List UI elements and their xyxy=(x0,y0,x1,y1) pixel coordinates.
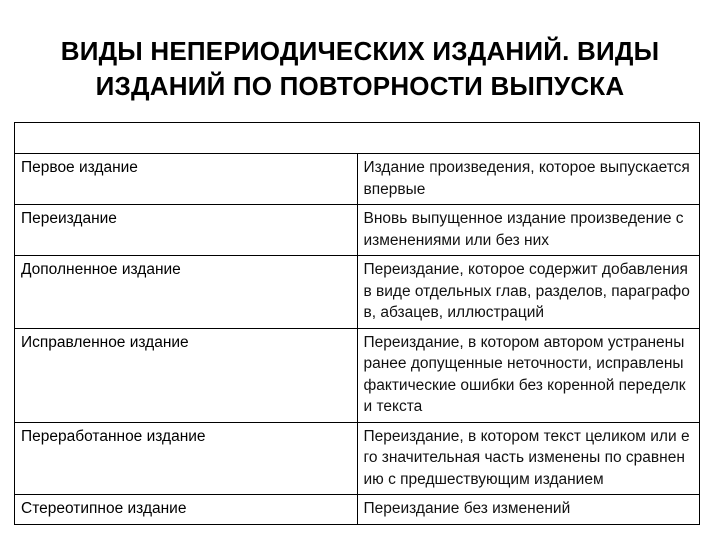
term-cell: Исправленное издание xyxy=(15,328,358,422)
table-row xyxy=(15,422,700,495)
term-cell: Переработанное издание xyxy=(15,422,358,495)
definition-cell: Переиздание без изменений xyxy=(357,495,700,525)
definition-cell: Переиздание, в котором автором устранены ранее допущенные неточности, исправлены фактические ошибки без коренной переделки текста xyxy=(357,328,700,422)
table-header-row xyxy=(15,123,700,154)
term-cell: Дополненное издание xyxy=(15,256,358,329)
table-row xyxy=(15,495,700,525)
definition-cell: Издание произведения, которое выпускается впервые xyxy=(357,154,700,205)
table-row xyxy=(15,256,700,329)
table-header-cell xyxy=(15,123,700,154)
definition-cell: Переиздание, которое содержит добавления в виде отдельных глав, разделов, параграфов, абзацев, иллюстраций xyxy=(357,256,700,329)
table-row xyxy=(15,328,700,422)
term-cell: Первое издание xyxy=(15,154,358,205)
edition-types-table xyxy=(14,122,700,525)
table-row xyxy=(15,205,700,256)
definition-cell: Переиздание, в котором текст целиком или его значительная часть изменены по сравнению с предшествующим изданием xyxy=(357,422,700,495)
page-title xyxy=(20,34,700,104)
page-title-line-1: ВИДЫ НЕПЕРИОДИЧЕСКИХ ИЗДАНИЙ. ВИДЫ xyxy=(60,36,660,66)
term-cell: Стереотипное издание xyxy=(15,495,358,525)
term-cell: Переиздание xyxy=(15,205,358,256)
table-row xyxy=(15,154,700,205)
definition-cell: Вновь выпущенное издание произведение с изменениями или без них xyxy=(357,205,700,256)
page-title-line-2: ИЗДАНИЙ ПО ПОВТОРНОСТИ ВЫПУСКА xyxy=(95,71,625,101)
